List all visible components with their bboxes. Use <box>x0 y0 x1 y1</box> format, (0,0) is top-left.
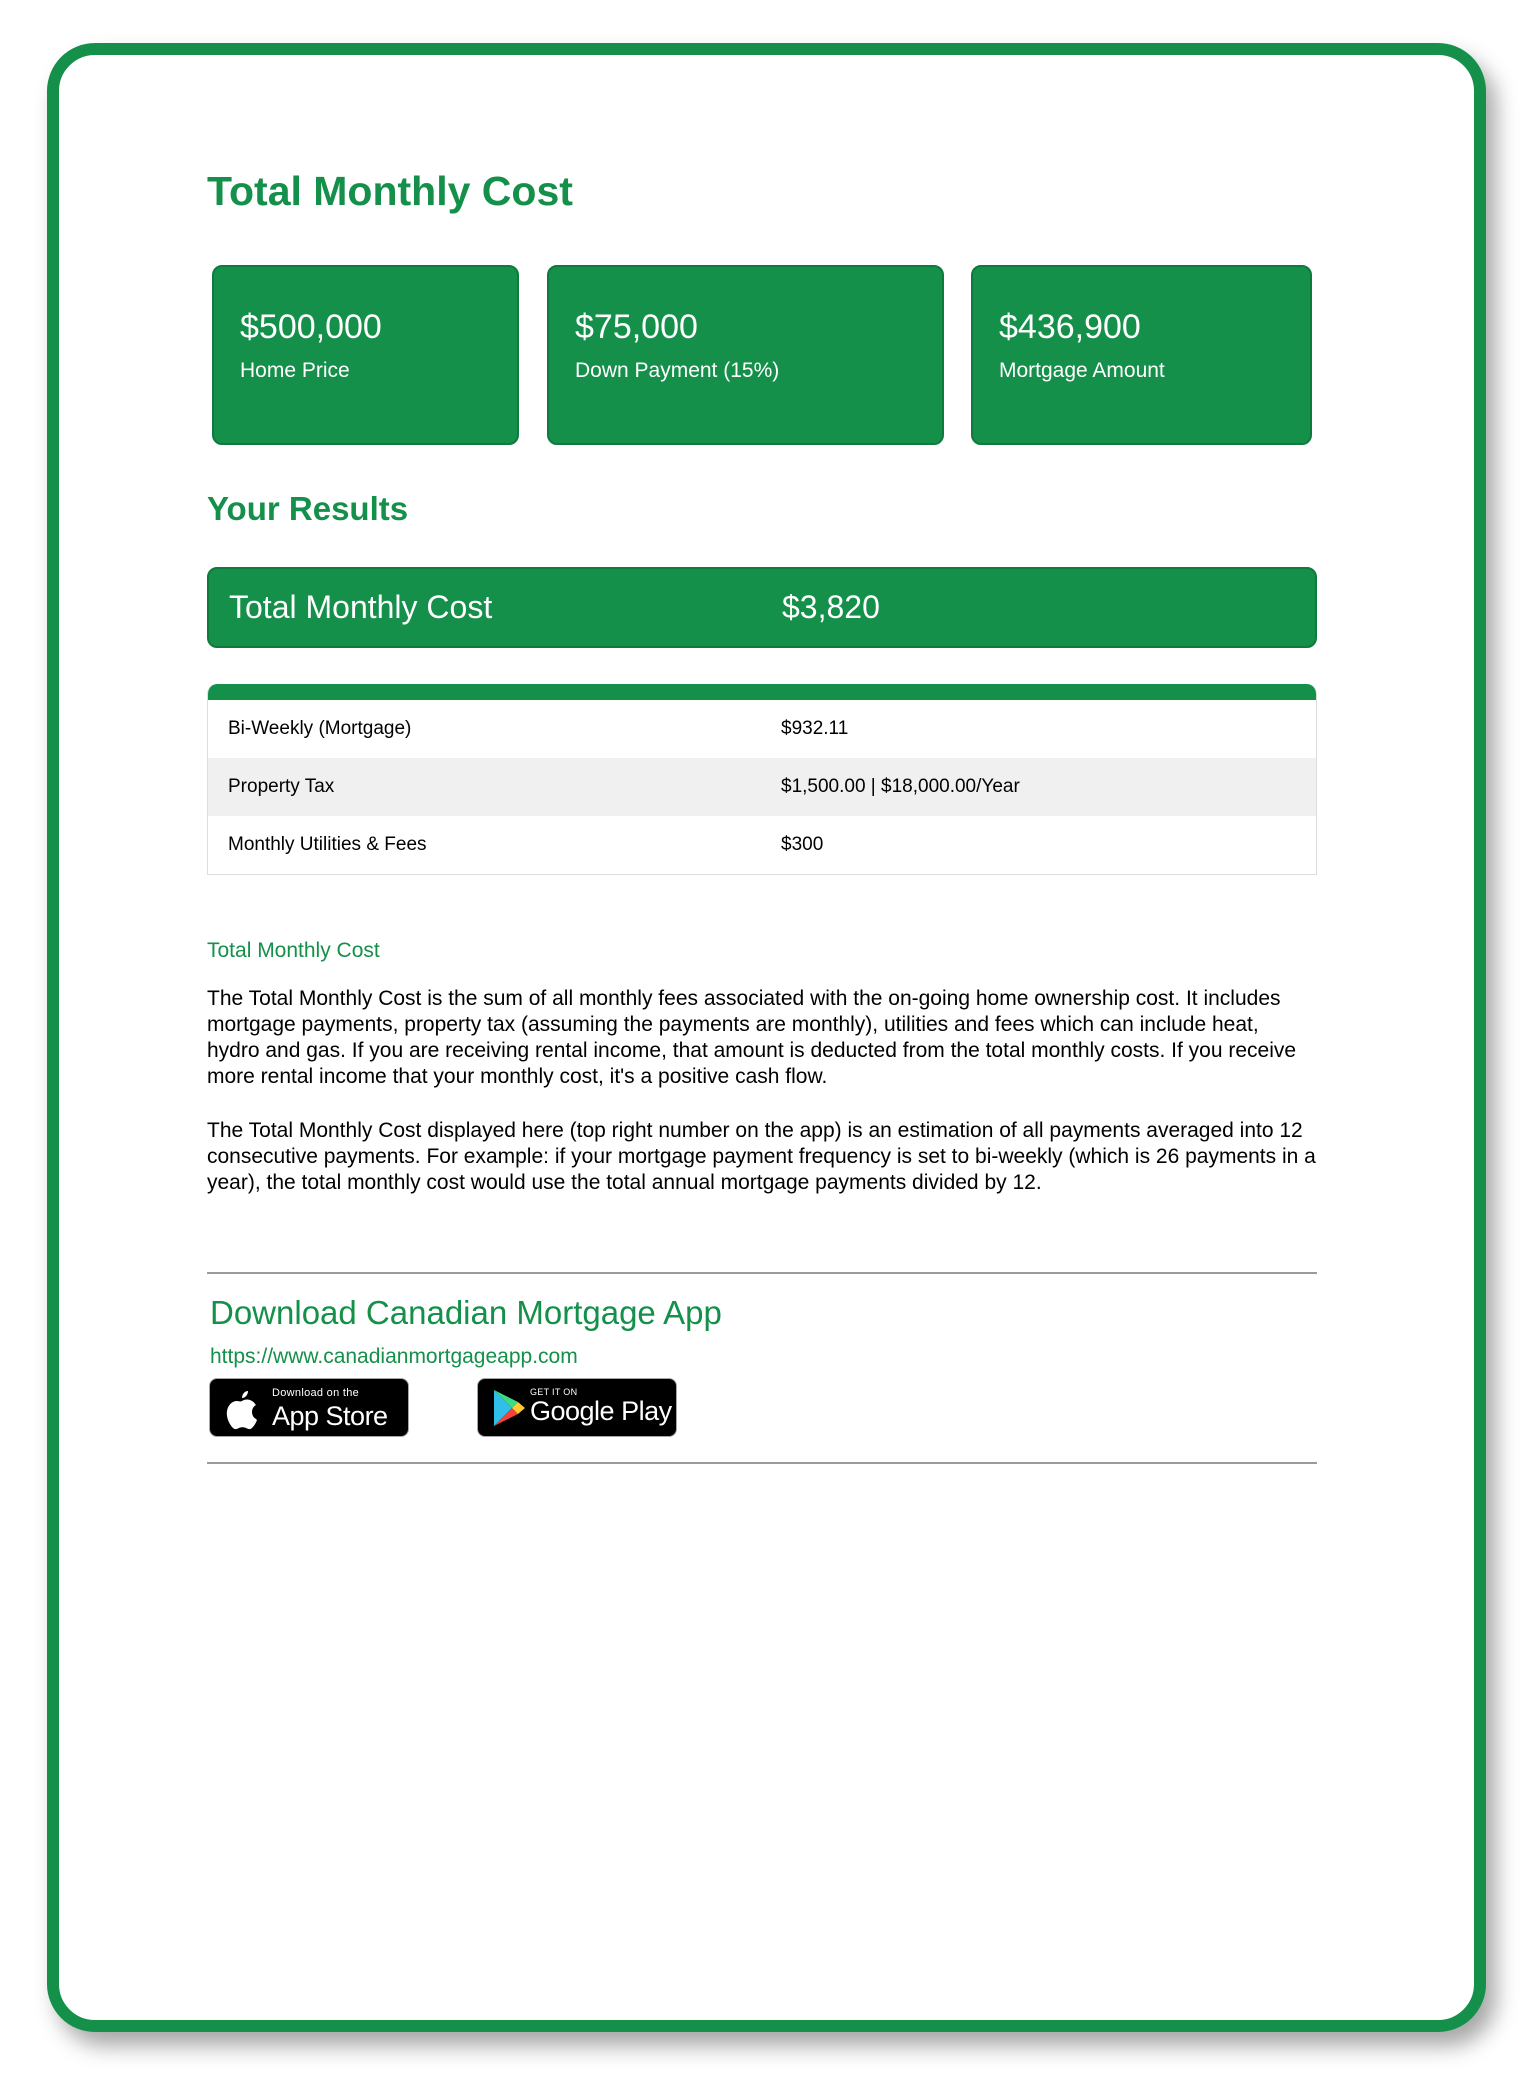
table-row <box>208 700 1316 758</box>
download-link[interactable]: https://www.canadianmortgageapp.com <box>210 1345 578 1368</box>
info-paragraph-2: The Total Monthly Cost displayed here (top right number on the app) is an estimation of all payments averaged into 12 consecutive payments. For example: if your mortgage payment frequency is set to bi-weekly (which is 26 payments in a year), the total monthly cost would use the total annual mortgage payments divided by 12. <box>207 1119 1316 1194</box>
table-row <box>208 816 1316 874</box>
google-play-big-text: Google Play <box>530 1396 672 1426</box>
table-row <box>208 758 1316 816</box>
home-price-label: Home Price <box>240 359 350 382</box>
app-store-small-text: Download on the <box>272 1387 360 1399</box>
row-value: $932.11 <box>781 718 849 739</box>
row-value: $1,500.00 | $18,000.00/Year <box>781 776 1020 797</box>
down-payment-card <box>547 265 944 445</box>
google-play-icon <box>492 1388 526 1433</box>
total-monthly-cost-bar <box>207 567 1317 648</box>
row-label: Monthly Utilities & Fees <box>228 834 427 855</box>
results-title: Your Results <box>207 490 409 527</box>
down-payment-label: Down Payment (15%) <box>575 359 780 382</box>
page-title: Total Monthly Cost <box>207 168 573 214</box>
down-payment-value: $75,000 <box>575 308 698 346</box>
info-heading: Total Monthly Cost <box>207 939 380 962</box>
results-table-header <box>208 684 1316 700</box>
divider-bottom <box>207 1462 1317 1464</box>
mortgage-amount-label: Mortgage Amount <box>999 359 1165 382</box>
total-monthly-cost-label: Total Monthly Cost <box>229 589 493 625</box>
app-store-big-text: App Store <box>272 1401 388 1431</box>
row-label: Bi-Weekly (Mortgage) <box>228 718 412 739</box>
divider-top <box>207 1272 1317 1274</box>
app-store-button[interactable] <box>209 1378 409 1437</box>
apple-icon <box>224 1388 260 1435</box>
download-title: Download Canadian Mortgage App <box>210 1294 722 1331</box>
total-monthly-cost-value: $3,820 <box>782 589 880 625</box>
google-play-small-text: GET IT ON <box>530 1387 578 1397</box>
summary-cards <box>207 265 1317 449</box>
mortgage-amount-card <box>971 265 1312 445</box>
row-label: Property Tax <box>228 776 335 797</box>
mortgage-amount-value: $436,900 <box>999 308 1141 346</box>
google-play-button[interactable] <box>477 1378 677 1437</box>
results-table <box>207 684 1317 875</box>
home-price-value: $500,000 <box>240 308 382 346</box>
row-value: $300 <box>781 834 824 855</box>
home-price-card <box>212 265 519 445</box>
info-paragraph-1: The Total Monthly Cost is the sum of all monthly fees associated with the on-going home ownership cost. It includes mortgage payments, property tax (assuming the payments are monthly), utilities and fees which can include heat, hydro and gas. If you are receiving rental income, that amount is deducted from the total monthly costs. If you receive more rental income that your monthly cost, it's a positive cash flow. <box>207 987 1297 1088</box>
